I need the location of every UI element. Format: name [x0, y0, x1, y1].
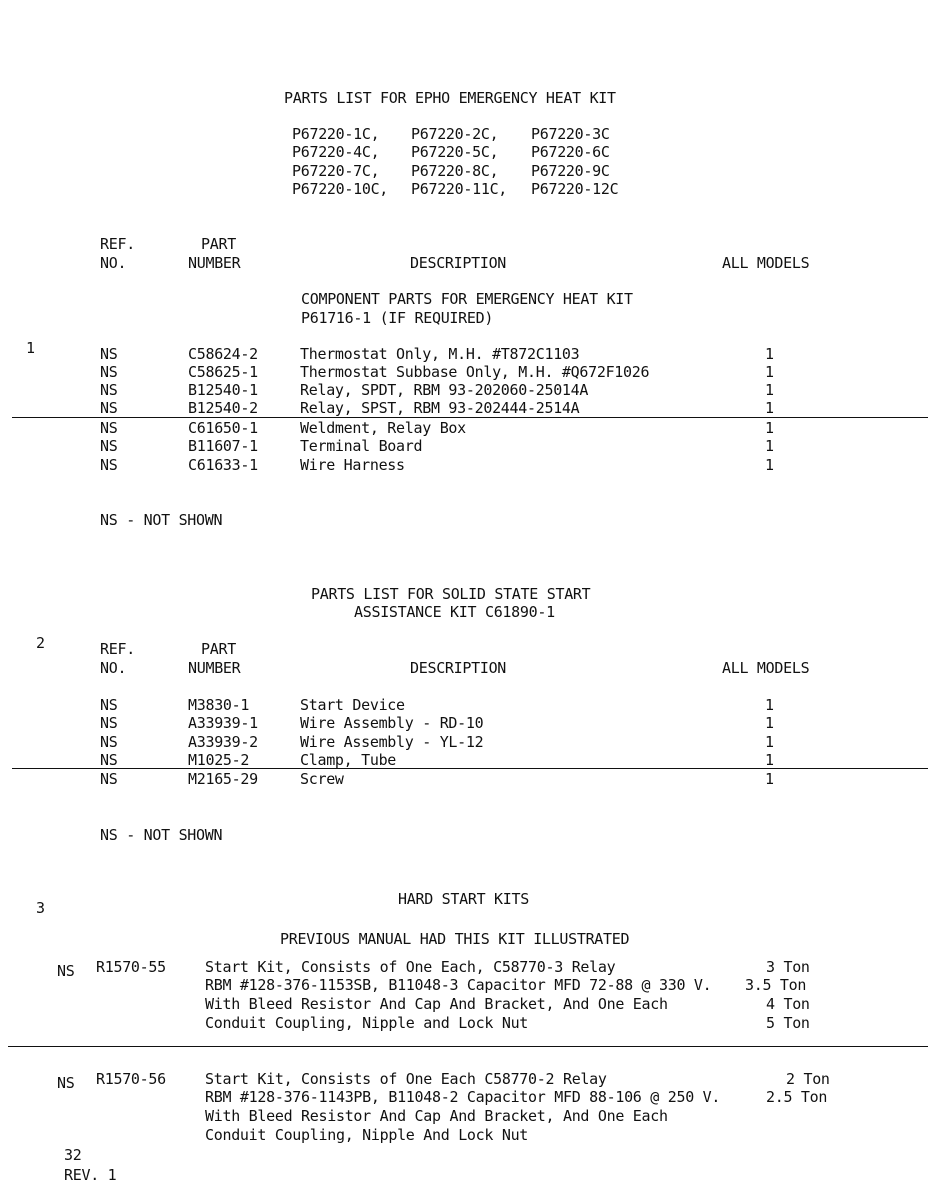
kit-description-line: With Bleed Resistor And Cap And Bracket, And One Each [205, 995, 668, 1013]
header-all-models: ALL MODELS [722, 254, 810, 272]
section2-title: PARTS LIST FOR SOLID STATE START [311, 585, 591, 603]
quantity: 1 [765, 399, 774, 417]
section1-subtitle-kit: P61716-1 (IF REQUIRED) [301, 309, 494, 327]
description: Wire Harness [300, 456, 405, 474]
model-number: P67220-1C, [292, 125, 380, 143]
quantity: 1 [765, 714, 774, 732]
ref-no: NS [100, 437, 118, 455]
section3-title: HARD START KITS [398, 890, 529, 908]
part-number: B12540-2 [188, 399, 258, 417]
not-shown-note: NS - NOT SHOWN [100, 826, 223, 844]
quantity: 1 [765, 419, 774, 437]
quantity: 1 [765, 770, 774, 788]
header-part-2: NUMBER [188, 254, 241, 272]
ref-no: NS [100, 714, 118, 732]
model-number: P67220-7C, [292, 162, 380, 180]
part-number: A33939-1 [188, 714, 258, 732]
section3-subtitle: PREVIOUS MANUAL HAD THIS KIT ILLUSTRATED [280, 930, 630, 948]
ref-no: NS [100, 456, 118, 474]
header-part-1: PART [201, 640, 236, 658]
header-ref-2: NO. [100, 254, 127, 272]
header-ref-1: REF. [100, 235, 135, 253]
ref-no: NS [100, 733, 118, 751]
model-number: P67220-10C, [292, 180, 389, 198]
description: Clamp, Tube [300, 751, 397, 769]
quantity: 1 [765, 733, 774, 751]
part-number: M3830-1 [188, 696, 250, 714]
part-number: B12540-1 [188, 381, 258, 399]
part-number: C58624-2 [188, 345, 258, 363]
part-number: C58625-1 [188, 363, 258, 381]
model-number: P67220-2C, [411, 125, 499, 143]
header-part-2: NUMBER [188, 659, 241, 677]
part-number: C61650-1 [188, 419, 258, 437]
not-shown-note: NS - NOT SHOWN [100, 511, 223, 529]
tonnage: 4 Ton [766, 995, 810, 1013]
section2-title-kit: ASSISTANCE KIT C61890-1 [354, 603, 555, 621]
quantity: 1 [765, 345, 774, 363]
kit-description-line: Conduit Coupling, Nipple and Lock Nut [205, 1014, 529, 1032]
part-number: M2165-29 [188, 770, 258, 788]
kit-description-line: RBM #128-376-1143PB, B11048-2 Capacitor MFD 88-106 @ 250 V. [205, 1088, 721, 1106]
header-ref-1: REF. [100, 640, 135, 658]
kit-description-line: RBM #128-376-1153SB, B11048-3 Capacitor MFD 72-88 @ 330 V. [205, 976, 712, 994]
tonnage: 3.5 Ton [745, 976, 807, 994]
model-number: P67220-8C, [411, 162, 499, 180]
model-number: P67220-3C [531, 125, 610, 143]
page-number: 32 [64, 1146, 82, 1164]
description: Relay, SPST, RBM 93-202444-2514A [300, 399, 580, 417]
description: Thermostat Only, M.H. #T872C1103 [300, 345, 580, 363]
divider-line [12, 768, 928, 769]
part-number: B11607-1 [188, 437, 258, 455]
kit-description-line: Conduit Coupling, Nipple And Lock Nut [205, 1126, 529, 1144]
divider-line [12, 417, 928, 418]
ref-no: NS [100, 696, 118, 714]
description: Wire Assembly - RD-10 [300, 714, 484, 732]
part-number: R1570-56 [96, 1070, 166, 1088]
model-number: P67220-11C, [411, 180, 508, 198]
part-number: R1570-55 [96, 958, 166, 976]
description: Relay, SPDT, RBM 93-202060-25014A [300, 381, 589, 399]
quantity: 1 [765, 363, 774, 381]
description: Terminal Board [300, 437, 423, 455]
header-description: DESCRIPTION [410, 659, 507, 677]
ref-no: NS [100, 399, 118, 417]
description: Thermostat Subbase Only, M.H. #Q672F1026 [300, 363, 650, 381]
model-number: P67220-6C [531, 143, 610, 161]
description: Screw [300, 770, 344, 788]
quantity: 1 [765, 381, 774, 399]
description: Weldment, Relay Box [300, 419, 466, 437]
header-ref-2: NO. [100, 659, 127, 677]
ref-no: NS [100, 381, 118, 399]
model-number: P67220-4C, [292, 143, 380, 161]
kit-description-line: Start Kit, Consists of One Each, C58770-3 Relay [205, 958, 616, 976]
quantity: 1 [765, 456, 774, 474]
description: Start Device [300, 696, 405, 714]
ref-no: NS [100, 345, 118, 363]
header-description: DESCRIPTION [410, 254, 507, 272]
tonnage: 2.5 Ton [766, 1088, 828, 1106]
model-number: P67220-9C [531, 162, 610, 180]
part-number: M1025-2 [188, 751, 250, 769]
quantity: 1 [765, 751, 774, 769]
quantity: 1 [765, 437, 774, 455]
revision: REV. 1 [64, 1166, 117, 1184]
tonnage: 2 Ton [786, 1070, 830, 1088]
section-marker: 1 [26, 339, 35, 357]
quantity: 1 [765, 696, 774, 714]
divider-line [8, 1046, 928, 1047]
ref-no: NS [100, 363, 118, 381]
section1-subtitle: COMPONENT PARTS FOR EMERGENCY HEAT KIT [301, 290, 633, 308]
ref-no: NS [100, 419, 118, 437]
tonnage: 5 Ton [766, 1014, 810, 1032]
ref-no: NS [100, 770, 118, 788]
model-number: P67220-12C [531, 180, 619, 198]
model-number: P67220-5C, [411, 143, 499, 161]
ref-no: NS [100, 751, 118, 769]
tonnage: 3 Ton [766, 958, 810, 976]
ref-no: NS [57, 962, 75, 980]
section-marker: 2 [36, 634, 45, 652]
part-number: A33939-2 [188, 733, 258, 751]
header-part-1: PART [201, 235, 236, 253]
section1-title: PARTS LIST FOR EPHO EMERGENCY HEAT KIT [284, 89, 616, 107]
ref-no: NS [57, 1074, 75, 1092]
kit-description-line: With Bleed Resistor And Cap And Bracket, And One Each [205, 1107, 668, 1125]
header-all-models: ALL MODELS [722, 659, 810, 677]
part-number: C61633-1 [188, 456, 258, 474]
section-marker: 3 [36, 899, 45, 917]
description: Wire Assembly - YL-12 [300, 733, 484, 751]
kit-description-line: Start Kit, Consists of One Each C58770-2 Relay [205, 1070, 607, 1088]
